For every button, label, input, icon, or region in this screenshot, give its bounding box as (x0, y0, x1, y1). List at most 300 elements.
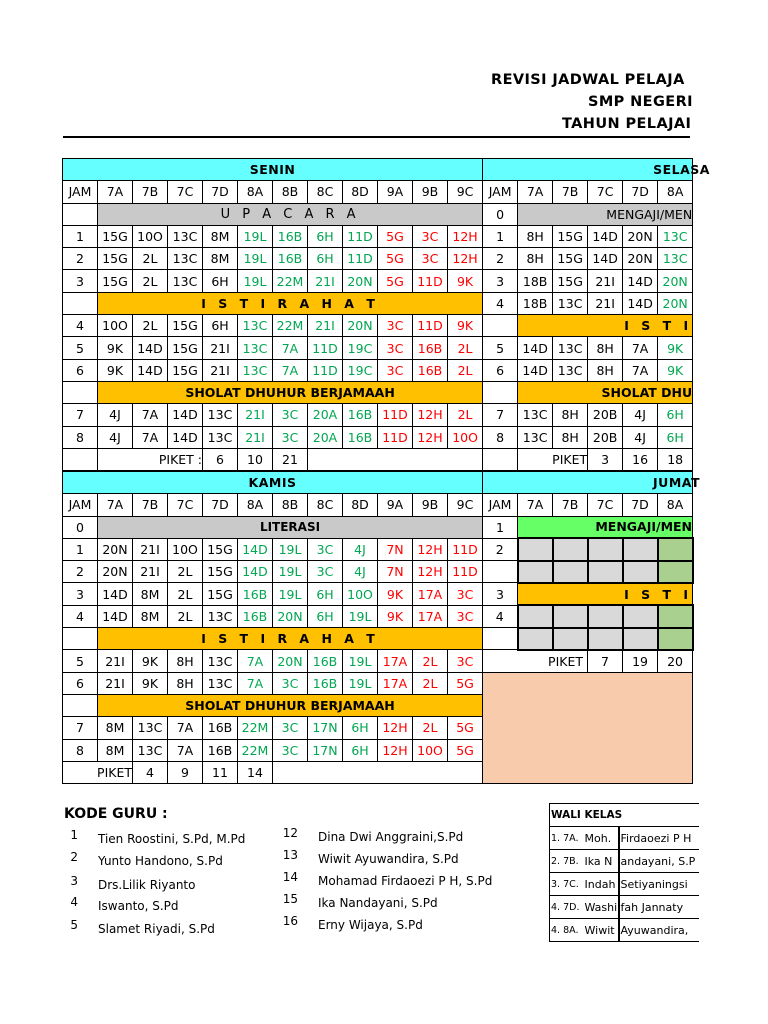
kamis-cell: 21I (133, 538, 168, 560)
teacher-name: Ika Nandayani, S.Pd (318, 896, 438, 910)
senin-cell: 2L (448, 404, 483, 426)
col-class: 7B (133, 494, 168, 516)
wali-name-part: Moh. (584, 827, 619, 850)
kamis-cell: 21I (133, 561, 168, 583)
senin-cell: 20N (343, 270, 378, 292)
piket-value: 10 (238, 448, 273, 470)
senin-jam: 6 (63, 359, 98, 381)
selasa-cell: 13C (658, 248, 693, 270)
col-class: 7A (98, 181, 133, 203)
piket-value: 18 (658, 448, 693, 470)
senin-cell: 12H (448, 225, 483, 247)
selasa-cell: 20N (658, 292, 693, 314)
selasa-cell: 6H (658, 404, 693, 426)
senin-cell: 12H (413, 426, 448, 448)
empty-slot (518, 605, 553, 627)
kamis-jam: 5 (63, 650, 98, 672)
kamis-cell: 8M (98, 739, 133, 761)
col-class: 9B (413, 181, 448, 203)
selasa-cell: 4J (623, 404, 658, 426)
kamis-cell: 16B (203, 739, 238, 761)
teacher-name: Tien Roostini, S.Pd, M.Pd (98, 832, 246, 846)
wali-name-part: Ayuwandira, (619, 919, 699, 942)
senin-cell: 15G (98, 225, 133, 247)
col-class: 9A (378, 181, 413, 203)
senin-cell: 8M (203, 248, 238, 270)
empty-slot (623, 628, 658, 650)
teacher-name: Dina Dwi Anggraini,S.Pd (318, 830, 464, 844)
wali-name-part: fah Jannaty (619, 896, 699, 919)
piket-value: 21 (273, 448, 308, 470)
selasa-cell: 8H (518, 225, 553, 247)
kamis-cell: 6H (308, 583, 343, 605)
selasa-jam: 5 (483, 337, 518, 359)
col-class: 8A (658, 494, 693, 516)
kamis-cell: 2L (413, 672, 448, 694)
kamis-cell: 13C (203, 650, 238, 672)
piket-value: 7 (588, 650, 623, 672)
blank-cell (63, 448, 98, 470)
senin-cell: 14D (168, 404, 203, 426)
selasa-cell: 14D (588, 225, 623, 247)
col-class: 8A (238, 181, 273, 203)
senin-cell: 3C (378, 359, 413, 381)
kamis-cell: 19L (273, 538, 308, 560)
mengaji-band: MENGAJI/MEN (518, 203, 693, 225)
teacher-name: Drs.Lilik Riyanto (98, 878, 196, 892)
col-class: 8A (658, 181, 693, 203)
senin-cell: 3C (413, 248, 448, 270)
col-class: 8B (273, 494, 308, 516)
senin-jam: 7 (63, 404, 98, 426)
selasa-cell: 14D (588, 248, 623, 270)
senin-cell: 12H (413, 404, 448, 426)
col-class: 8D (343, 181, 378, 203)
kamis-cell: 19L (343, 672, 378, 694)
senin-cell: 5G (378, 270, 413, 292)
selasa-cell: 20B (588, 404, 623, 426)
teacher-name: Erny Wijaya, S.Pd (318, 918, 423, 932)
senin-cell: 16B (343, 404, 378, 426)
col-class: 7D (203, 494, 238, 516)
wali-name-part: Wiwit (584, 919, 619, 942)
selasa-cell: 20N (623, 225, 658, 247)
senin-cell: 22M (273, 315, 308, 337)
day-header-jumat: JUMAT (483, 472, 693, 494)
kamis-cell: 15G (203, 538, 238, 560)
kamis-cell: 13C (133, 739, 168, 761)
selasa-cell: 8H (553, 426, 588, 448)
senin-jam: 2 (63, 248, 98, 270)
senin-cell: 15G (98, 248, 133, 270)
kamis-cell: 11D (448, 538, 483, 560)
piket-value: 11 (203, 761, 238, 783)
empty-slot (623, 605, 658, 627)
teacher-number: 5 (70, 918, 78, 932)
kamis-cell: 13C (203, 672, 238, 694)
peach-block (483, 672, 693, 783)
teacher-number: 13 (282, 848, 298, 862)
kamis-cell: 8H (168, 672, 203, 694)
senin-cell: 16B (273, 248, 308, 270)
selasa-cell: 9K (658, 359, 693, 381)
selasa-cell: 14D (623, 292, 658, 314)
senin-cell: 13C (203, 404, 238, 426)
kamis-cell: 3C (448, 583, 483, 605)
selasa-cell: 8H (588, 359, 623, 381)
selasa-cell: 21I (588, 270, 623, 292)
kamis-cell: 17N (308, 717, 343, 739)
kamis-cell: 16B (203, 717, 238, 739)
senin-cell: 3C (413, 225, 448, 247)
senin-cell: 11D (413, 315, 448, 337)
senin-cell: 14D (133, 359, 168, 381)
senin-cell: 7A (133, 404, 168, 426)
senin-cell: 19L (238, 248, 273, 270)
empty-slot (553, 538, 588, 560)
kamis-cell: 12H (378, 717, 413, 739)
senin-cell: 5G (378, 225, 413, 247)
kamis-cell: 20N (273, 650, 308, 672)
senin-cell: 11D (343, 248, 378, 270)
wali-name-part: Indah (584, 873, 619, 896)
empty-slot (553, 628, 588, 650)
senin-cell: 9K (448, 315, 483, 337)
kamis-cell: 8H (168, 650, 203, 672)
senin-cell: 21I (308, 315, 343, 337)
istirahat-band: I S T I (518, 315, 693, 337)
kamis-cell: 13C (203, 605, 238, 627)
teacher-number: 15 (282, 892, 298, 906)
wali-kelas-table (549, 803, 699, 942)
col-class: 9C (448, 181, 483, 203)
kamis-cell: 6H (308, 605, 343, 627)
title-line-2: SMP NEGERI (588, 94, 693, 110)
col-class: 9C (448, 494, 483, 516)
senin-cell: 6H (308, 248, 343, 270)
selasa-cell: 8H (518, 248, 553, 270)
senin-cell: 13C (168, 225, 203, 247)
kamis-cell: 3C (273, 717, 308, 739)
selasa-cell: 13C (658, 225, 693, 247)
col-class: 8C (308, 494, 343, 516)
col-class: 7A (518, 494, 553, 516)
row-jam: 0 (483, 203, 518, 225)
senin-cell: 21I (238, 426, 273, 448)
empty-slot (588, 538, 623, 560)
schedule-area (62, 158, 710, 784)
kamis-cell: 2L (168, 583, 203, 605)
row-jam: 4 (483, 605, 518, 627)
title-block (0, 72, 693, 142)
piket-label: PIKET (483, 650, 588, 672)
col-class: 7D (203, 181, 238, 203)
senin-cell: 2L (133, 270, 168, 292)
kamis-cell: 15G (203, 561, 238, 583)
selasa-cell: 4J (623, 426, 658, 448)
kamis-jam: 1 (63, 538, 98, 560)
day-header-kamis: KAMIS (63, 472, 483, 494)
selasa-jam: 4 (483, 292, 518, 314)
kamis-cell: 7A (238, 650, 273, 672)
day-header-selasa: SELASA (483, 159, 693, 181)
kamis-cell: 3C (308, 538, 343, 560)
kamis-cell: 4J (343, 561, 378, 583)
selasa-cell: 8H (588, 337, 623, 359)
senin-cell: 11D (413, 270, 448, 292)
empty-slot (623, 561, 658, 583)
wali-class: 3. 7C. (550, 873, 584, 896)
col-jam: JAM (63, 494, 98, 516)
senin-cell: 22M (273, 270, 308, 292)
senin-cell: 6H (203, 270, 238, 292)
col-class: 7C (168, 494, 203, 516)
col-class: 7C (588, 181, 623, 203)
kamis-cell: 21I (98, 650, 133, 672)
piket-value: 9 (168, 761, 203, 783)
senin-cell: 19L (238, 270, 273, 292)
row-jam: 1 (483, 516, 518, 538)
piket-value: 3 (588, 448, 623, 470)
col-class: 8D (343, 494, 378, 516)
teacher-name: Wiwit Ayuwandira, S.Pd (318, 852, 459, 866)
kamis-jam: 7 (63, 717, 98, 739)
teacher-name: Iswanto, S.Pd (98, 899, 179, 913)
col-jam: JAM (483, 494, 518, 516)
kamis-cell: 17A (378, 672, 413, 694)
col-jam: JAM (63, 181, 98, 203)
mengaji-band: MENGAJI/MEN (518, 516, 693, 538)
teacher-number: 12 (282, 826, 298, 840)
col-class: 7A (98, 494, 133, 516)
kamis-cell: 6H (343, 717, 378, 739)
kamis-cell: 19L (343, 650, 378, 672)
empty-slot (658, 628, 693, 650)
blank-cell (483, 315, 518, 337)
senin-cell: 20A (308, 404, 343, 426)
kamis-cell: 7N (378, 561, 413, 583)
senin-cell: 2L (133, 315, 168, 337)
senin-cell: 21I (308, 270, 343, 292)
literasi-band: LITERASI (98, 516, 483, 538)
senin-cell: 13C (238, 315, 273, 337)
kamis-cell: 14D (238, 538, 273, 560)
kamis-cell: 19L (273, 561, 308, 583)
senin-cell: 2L (448, 337, 483, 359)
kamis-cell: 12H (378, 739, 413, 761)
kamis-jam: 4 (63, 605, 98, 627)
kamis-cell: 10O (168, 538, 203, 560)
piket-value: 20 (658, 650, 693, 672)
senin-cell: 3C (378, 315, 413, 337)
selasa-cell: 18B (518, 270, 553, 292)
col-class: 8B (273, 181, 308, 203)
kamis-cell: 4J (343, 538, 378, 560)
senin-cell: 14D (168, 426, 203, 448)
kamis-cell: 5G (448, 739, 483, 761)
senin-cell: 16B (273, 225, 308, 247)
col-class: 7C (588, 494, 623, 516)
teacher-name: Yunto Handono, S.Pd (98, 854, 223, 868)
selasa-cell: 13C (518, 426, 553, 448)
selasa-cell: 14D (623, 270, 658, 292)
wali-class: 2. 7B. (550, 850, 584, 873)
selasa-cell: 13C (518, 404, 553, 426)
istirahat-band: I S T I (518, 583, 693, 605)
selasa-jam: 3 (483, 270, 518, 292)
selasa-jam: 7 (483, 404, 518, 426)
teacher-number: 14 (282, 870, 298, 884)
kamis-cell: 9K (378, 583, 413, 605)
senin-cell: 15G (168, 359, 203, 381)
kamis-cell: 9K (133, 672, 168, 694)
senin-jam: 4 (63, 315, 98, 337)
selasa-cell: 7A (623, 359, 658, 381)
selasa-cell: 15G (553, 270, 588, 292)
kamis-jam: 6 (63, 672, 98, 694)
blank-cell (483, 448, 518, 470)
kamis-cell: 19L (273, 583, 308, 605)
col-class: 7B (553, 181, 588, 203)
col-class: 7B (553, 494, 588, 516)
senin-jam: 5 (63, 337, 98, 359)
wali-class: 4. 7D. (550, 896, 584, 919)
empty-slot (553, 605, 588, 627)
col-class: 7D (623, 494, 658, 516)
senin-cell: 4J (98, 404, 133, 426)
kamis-cell: 12H (413, 561, 448, 583)
kamis-cell: 2L (168, 561, 203, 583)
wali-class: 4. 8A. (550, 919, 584, 942)
selasa-cell: 9K (658, 337, 693, 359)
kamis-cell: 2L (168, 605, 203, 627)
selasa-jam: 1 (483, 225, 518, 247)
selasa-cell: 14D (518, 337, 553, 359)
kamis-cell: 14D (238, 561, 273, 583)
kamis-cell: 16B (238, 583, 273, 605)
blank-cell (63, 203, 98, 225)
senin-cell: 16B (343, 426, 378, 448)
senin-cell: 11D (308, 337, 343, 359)
kamis-cell: 2L (413, 650, 448, 672)
istirahat-band: I S T I R A H A T (98, 628, 483, 650)
kamis-cell: 14D (98, 583, 133, 605)
wali-title: WALI KELAS (550, 804, 699, 827)
col-jam: JAM (483, 181, 518, 203)
senin-cell: 19C (343, 359, 378, 381)
senin-cell: 8M (203, 225, 238, 247)
kamis-cell: 16B (308, 672, 343, 694)
teacher-number: 2 (70, 850, 78, 864)
kamis-cell: 2L (413, 717, 448, 739)
row-jam: 3 (483, 583, 518, 605)
selasa-cell: 15G (553, 225, 588, 247)
kamis-cell: 6H (343, 739, 378, 761)
kamis-cell: 17N (308, 739, 343, 761)
senin-cell: 15G (168, 315, 203, 337)
blank-cell (273, 761, 483, 783)
senin-cell: 20N (343, 315, 378, 337)
wali-name-part: Ika N (584, 850, 619, 873)
kamis-cell: 22M (238, 717, 273, 739)
row-jam: 2 (483, 538, 518, 560)
senin-cell: 15G (98, 270, 133, 292)
senin-cell: 16B (413, 359, 448, 381)
sholat-band: SHOLAT DHUHUR BERJAMAAH (98, 381, 483, 403)
senin-cell: 13C (238, 337, 273, 359)
blank-cell (483, 381, 518, 403)
empty-slot (588, 561, 623, 583)
selasa-cell: 18B (518, 292, 553, 314)
schedule-week-2 (62, 471, 700, 784)
piket-value: 4 (133, 761, 168, 783)
istirahat-band: I S T I R A H A T (98, 292, 483, 314)
senin-cell: 9K (98, 359, 133, 381)
kamis-cell: 20N (98, 561, 133, 583)
selasa-cell: 13C (553, 292, 588, 314)
day-header-senin: SENIN (63, 159, 483, 181)
senin-cell: 10O (448, 426, 483, 448)
senin-jam: 8 (63, 426, 98, 448)
piket-label: PIKET (63, 761, 133, 783)
kamis-cell: 17A (378, 650, 413, 672)
kamis-cell: 9K (378, 605, 413, 627)
kamis-cell: 16B (308, 650, 343, 672)
kamis-cell: 14D (98, 605, 133, 627)
senin-cell: 9K (448, 270, 483, 292)
kamis-jam: 8 (63, 739, 98, 761)
selasa-jam: 8 (483, 426, 518, 448)
kamis-cell: 7A (238, 672, 273, 694)
senin-cell: 11D (308, 359, 343, 381)
selasa-cell: 14D (518, 359, 553, 381)
empty-slot (518, 561, 553, 583)
empty-slot (623, 538, 658, 560)
empty-slot (588, 605, 623, 627)
col-class: 9B (413, 494, 448, 516)
selasa-cell: 13C (553, 359, 588, 381)
kamis-cell: 3C (273, 672, 308, 694)
empty-slot (588, 628, 623, 650)
piket-value: 14 (238, 761, 273, 783)
senin-cell: 3C (378, 337, 413, 359)
row-jam (483, 561, 518, 583)
row-jam: 0 (63, 516, 98, 538)
selasa-cell: 21I (588, 292, 623, 314)
col-class: 8C (308, 181, 343, 203)
senin-cell: 13C (168, 248, 203, 270)
senin-cell: 7A (273, 359, 308, 381)
senin-jam: 3 (63, 270, 98, 292)
senin-cell: 13C (238, 359, 273, 381)
selasa-cell: 15G (553, 248, 588, 270)
title-line-3: TAHUN PELAJAI (562, 116, 692, 132)
selasa-cell: 6H (658, 426, 693, 448)
teacher-number: 4 (70, 895, 78, 909)
senin-cell: 11D (343, 225, 378, 247)
blank-cell (63, 381, 98, 403)
senin-cell: 19L (238, 225, 273, 247)
senin-cell: 9K (98, 337, 133, 359)
empty-slot (658, 538, 693, 560)
sholat-band: SHOLAT DHUHUR BERJAMAAH (98, 694, 483, 716)
kamis-cell: 11D (448, 561, 483, 583)
teacher-name: Mohamad Firdaoezi P H, S.Pd (318, 874, 493, 888)
selasa-cell: 8H (553, 404, 588, 426)
senin-cell: 3C (273, 404, 308, 426)
senin-cell: 12H (448, 248, 483, 270)
senin-cell: 21I (238, 404, 273, 426)
